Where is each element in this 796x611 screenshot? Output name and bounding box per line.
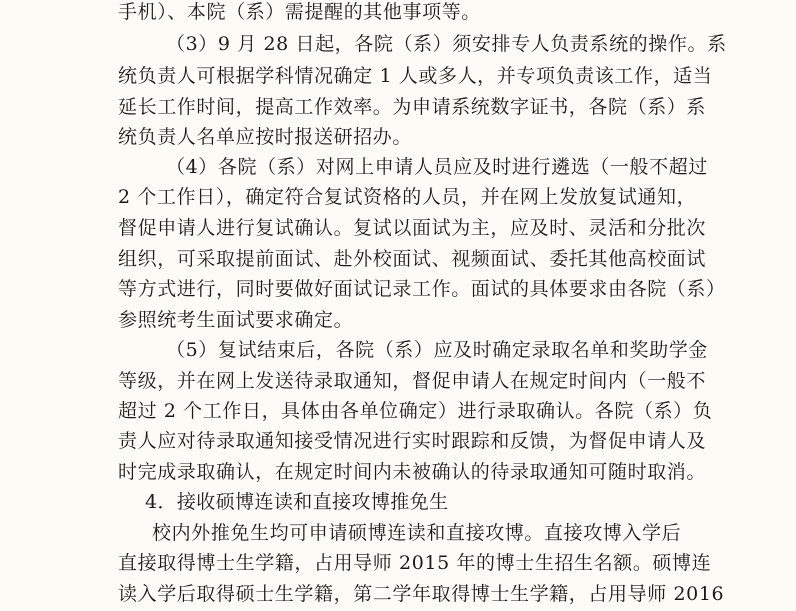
paragraph-line: 读入学后取得硕士生学籍，第二学年取得博士生学籍，占用导师 2016 <box>118 583 725 605</box>
paragraph-line: 责人应对待录取通知接受情况进行实时跟踪和反馈，为督促申请人及 <box>118 430 707 452</box>
paragraph-line: 参照统考生面试要求确定。 <box>118 309 354 331</box>
paragraph-line: 延长工作时间，提高工作效率。为申请系统数字证书，各院（系）系 <box>118 96 707 118</box>
paragraph-line: （3）9 月 28 日起，各院（系）须安排专人负责系统的操作。系 <box>166 33 727 55</box>
paragraph-line: 超过 2 个工作日，具体由各单位确定）进行录取确认。各院（系）负 <box>118 400 713 422</box>
paragraph-line: 等方式进行，同时要做好面试记录工作。面试的具体要求由各院（系） <box>118 278 726 300</box>
paragraph-line: 等级，并在网上发送待录取通知，督促申请人在规定时间内（一般不 <box>118 370 707 392</box>
paragraph-line: 校内外推免生均可申请硕博连读和直接攻博。直接攻博入学后 <box>152 522 682 544</box>
paragraph-line: 直接取得博士生学籍，占用导师 2015 年的博士生招生名额。硕博连 <box>118 552 712 574</box>
paragraph-line: 2 个工作日），确定符合复试资格的人员，并在网上发放复试通知， <box>118 186 697 208</box>
paragraph-line: 统负责人名单应按时报送研招办。 <box>118 126 413 148</box>
section-heading: 4．接收硕博连读和直接攻博推免生 <box>145 491 449 513</box>
paragraph-line: 手机）、本院（系）需提醒的其他事项等。 <box>118 1 481 23</box>
paragraph-line: 统负责人可根据学科情况确定 1 人或多人，并专项负责该工作，适当 <box>118 65 713 87</box>
paragraph-line: （4）各院（系）对网上申请人员应及时进行遴选（一般不超过 <box>166 156 708 178</box>
paragraph-line: 督促申请人进行复试确认。复试以面试为主，应及时、灵活和分批次 <box>118 217 707 239</box>
paragraph-line: 时完成录取确认，在规定时间内未被确认的待录取通知可随时取消。 <box>118 461 707 483</box>
paragraph-line: （5）复试结束后，各院（系）应及时确定录取名单和奖助学金 <box>166 339 708 361</box>
paragraph-line: 组织，可采取提前面试、赴外校面试、视频面试、委托其他高校面试 <box>118 248 707 270</box>
